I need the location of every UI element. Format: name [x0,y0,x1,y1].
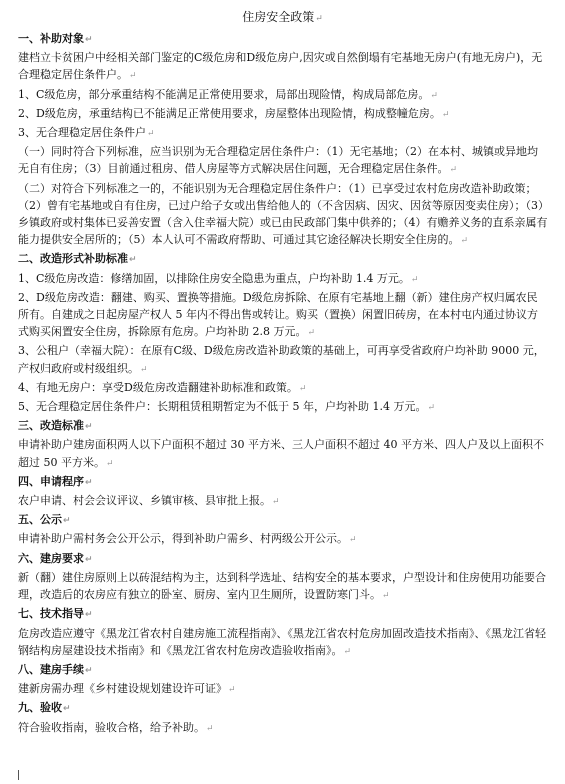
paragraph-text: （二）对符合下列标准之一的，不能识别为无合理稳定居住条件户：（1）已享受过农村危房改造补助政策；（2）曾有宅基地或自有住房，已过户给子女或出售给他人的（不含因病、因灾、因贫等原因变卖住房）；（3）乡镇政府或村集体已妥善安置（含入住幸福大院）或已由民政部门集中供养的；（4）有赡养义务的直系亲属有能力提供安全居所的；（5）本人认可不需政府帮助、可通过其它途径解决长期安全住房的。 [18,181,548,247]
body-paragraph [18,398,548,417]
body-paragraph [18,180,548,251]
body-paragraph [18,569,548,605]
paragraph-mark-icon: ↵ [382,591,390,602]
paragraph-text: 建档立卡贫困户中经相关部门鉴定的C级危房和D级危房户,因灾或自然倒塌有宅基地无房户(有地无房户)，无合理稳定居住条件户。 [18,51,543,82]
paragraph-text: 5、无合理稳定居住条件户：长期租赁租期暂定为不低于 5 年，户均补助 1.4 万元。 [18,400,427,414]
section-heading [18,661,548,680]
paragraph-mark-icon: ↵ [272,497,280,508]
paragraph-mark-icon: ↵ [430,90,438,101]
section-heading-text: 四、申请程序 [18,474,84,488]
paragraph-mark-icon: ↵ [140,364,148,375]
paragraph-text: 申请补助户需村务会公开公示，得到补助户需乡、村两级公开公示。 [18,532,348,546]
paragraph-mark-icon: ↵ [63,516,71,527]
paragraph-mark-icon: ↵ [129,255,137,266]
paragraph-text: 危房改造应遵守《黑龙江省农村自建房施工流程指南》、《黑龙江省农村危房加固改造技术指南》、《黑龙江省轻钢结构房屋建设技术指南》和《黑龙江省农村危房改造验收指南》。 [18,626,546,657]
section-heading [18,250,548,269]
paragraph-text: 农户申请、村会会议评议、乡镇审核、县审批上报。 [18,494,271,508]
body-paragraph [18,105,548,124]
paragraph-mark-icon: ↵ [63,704,71,715]
paragraph-mark-icon: ↵ [427,403,436,414]
paragraph-mark-icon: ↵ [441,109,450,120]
section-heading [18,417,548,436]
section-heading [18,605,548,624]
paragraph-text: 2、D级危房改造：翻建、购买、置换等措施。D级危房拆除、在原有宅基地上翻（新）建住房产权归属农民所有。自建成之日起房屋产权人 5 年内不得出售或转让。购买（置换）闲置旧砖房，在本村屯内通过协议方式购买闲置安全住房，拆除原有危房。户均补助 2.8 万元。 [18,290,538,339]
body-paragraph [18,86,548,105]
paragraph-mark-icon: ↵ [315,14,323,24]
paragraph-mark-icon: ↵ [343,646,352,657]
paragraph-mark-icon: ↵ [449,165,458,176]
paragraph-mark-icon: ↵ [460,236,469,247]
paragraph-text: （一）同时符合下列标准，应当识别为无合理稳定居住条件户：（1）无宅基地；（2）在本村、城镇或异地均无自有住房；（3）目前通过租房、借人房屋等方式解决居住问题，无合理稳定居住条件。 [18,145,538,176]
paragraph-mark-icon: ↵ [307,328,316,339]
section-heading [18,699,548,718]
body-paragraph [18,379,548,398]
paragraph-text: 1、C级危房，部分承重结构不能满足正常使用要求，局部出现险情，构成局部危房。 [18,87,430,101]
paragraph-mark-icon: ↵ [85,554,93,565]
paragraph-text: 符合验收指南，验收合格，给予补助。 [18,720,205,734]
paragraph-text: 2、D级危房，承重结构已不能满足正常使用要求，房屋整体出现险情，构成整幢危房。 [18,106,441,120]
section-heading-text: 九、验收 [18,701,62,715]
paragraph-text: 3、公租户（幸福大院）：在原有C级、D级危房改造补助政策的基础上，可再享受省政府户均补助 9000 元，产权归政府或村级组织。 [18,344,545,375]
body-paragraph [18,680,548,699]
paragraph-mark-icon: ↵ [147,129,155,140]
body-paragraph [18,530,548,549]
paragraph-mark-icon: ↵ [85,422,93,433]
body-paragraph [18,124,548,143]
paragraph-mark-icon: ↵ [349,535,357,546]
section-heading [18,30,548,49]
paragraph-mark-icon: ↵ [206,723,214,734]
section-heading-text: 五、公示 [18,513,62,527]
paragraph-mark-icon: ↵ [85,35,93,45]
paragraph-mark-icon: ↵ [85,610,93,621]
paragraph-mark-icon: ↵ [410,274,419,285]
section-heading-text: 六、建房要求 [18,551,84,565]
body-paragraph [18,49,548,85]
body-paragraph [18,625,548,661]
body-paragraph [18,436,548,472]
body-paragraph [18,143,548,179]
section-heading-text: 七、技术指导 [18,607,84,621]
section-heading [18,550,548,569]
body-paragraph [18,270,548,289]
section-heading-text: 一、补助对象 [18,32,84,45]
paragraph-mark-icon: ↵ [85,665,93,676]
paragraph-mark-icon: ↵ [298,383,307,394]
paragraph-mark-icon: ↵ [106,458,114,469]
section-heading-text: 二、改造形式补助标准 [18,252,128,266]
paragraph-text: 3、无合理稳定居住条件户 [18,126,146,140]
section-heading-text: 八、建房手续 [18,662,84,676]
body-paragraph [18,289,548,343]
paragraph-text: 4、有地无房户：享受D级危房改造翻建补助标准和政策。 [18,380,298,394]
paragraph-text: 建新房需办理《乡村建设规划建设许可证》 [18,682,227,696]
document-body[interactable] [18,30,548,738]
document-title: 住房安全政策 [242,10,315,24]
paragraph-mark-icon: ↵ [85,477,93,488]
document-title-line [0,9,565,27]
body-paragraph [18,342,548,378]
body-paragraph [18,719,548,738]
paragraph-mark-icon: ↵ [129,71,137,82]
section-heading-text: 三、改造标准 [18,419,84,433]
paragraph-text: 1、C级危房改造：修缮加固，以排除住房安全隐患为重点，户均补助 1.4 万元。 [18,271,410,285]
section-heading [18,473,548,492]
text-cursor [18,770,19,780]
body-paragraph [18,492,548,511]
paragraph-text: 新（翻）建住房原则上以砖混结构为主，达到科学选址、结构安全的基本要求，户型设计和住房使用功能要合理，改造后的农房应有独立的卧室、厨房、室内卫生厕所，设置防寒门斗。 [18,570,546,602]
section-heading [18,511,548,530]
paragraph-mark-icon: ↵ [228,685,236,696]
paragraph-text: 申请补助户建房面积两人以下户面积不超过 30 平方米、三人户面积不超过 40 平方米、四人户及以上面积不超过 50 平方米。 [18,438,544,469]
